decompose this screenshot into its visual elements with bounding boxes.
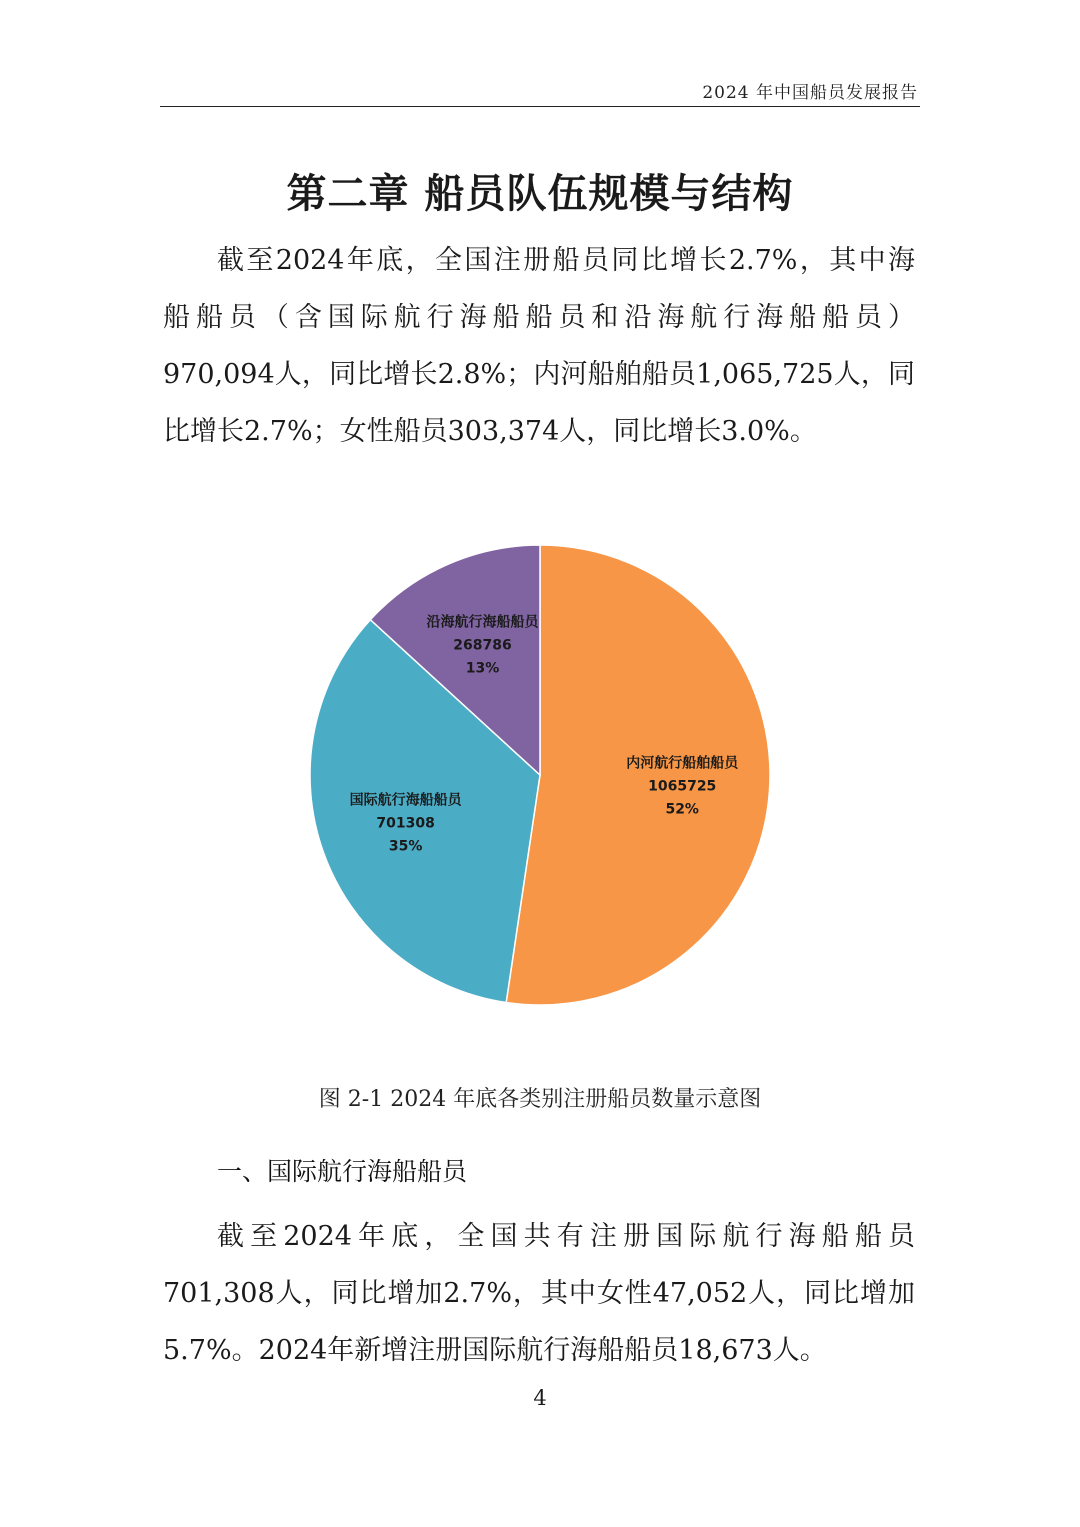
running-header-title: 2024 年中国船员发展报告 (702, 83, 918, 103)
slice-label-percent: 52% (665, 801, 699, 818)
slice-label-value: 1065725 (648, 778, 717, 795)
section-heading: 一、国际航行海船船员 (217, 1157, 468, 1186)
section-line: 截至2024年底，全国共有注册国际航行海船船员 (217, 1221, 915, 1252)
intro-line: 截至2024年底，全国注册船员同比增长2.7%，其中海 (217, 245, 915, 276)
header-rule (160, 106, 920, 107)
intro-paragraph (163, 232, 915, 460)
section-line: 701,308人，同比增加2.7%，其中女性47,052人，同比增加 (163, 1278, 915, 1309)
figure-caption: 图 2-1 2024 年底各类别注册船员数量示意图 (318, 1087, 762, 1112)
slice-label-percent: 35% (388, 838, 423, 855)
pie-slice-inland (506, 545, 770, 1005)
slice-label-name: 内河航行船舶船员 (626, 755, 739, 772)
intro-line: 比增长2.7%；女性船员303,374人，同比增长3.0%。 (163, 416, 817, 447)
slice-label-name: 沿海航行海船船员 (426, 614, 539, 631)
slice-label-value: 701308 (376, 815, 435, 832)
slice-label-percent: 13% (465, 660, 500, 677)
intro-line: 船船员（含国际航行海船船员和沿海航行海船船员） (163, 302, 915, 333)
page-number: 4 (533, 1386, 547, 1410)
crew-category-pie-chart (300, 535, 780, 1015)
chapter-title: 第二章 船员队伍规模与结构 (286, 171, 794, 217)
slice-label-value: 268786 (453, 637, 512, 654)
section-line: 5.7%。2024年新增注册国际航行海船船员18,673人。 (163, 1335, 827, 1366)
intro-line: 970,094人，同比增长2.8%；内河船舶船员1,065,725人，同 (163, 359, 915, 390)
slice-label-name: 国际航行海船船员 (349, 792, 462, 809)
section-paragraph (163, 1208, 915, 1379)
